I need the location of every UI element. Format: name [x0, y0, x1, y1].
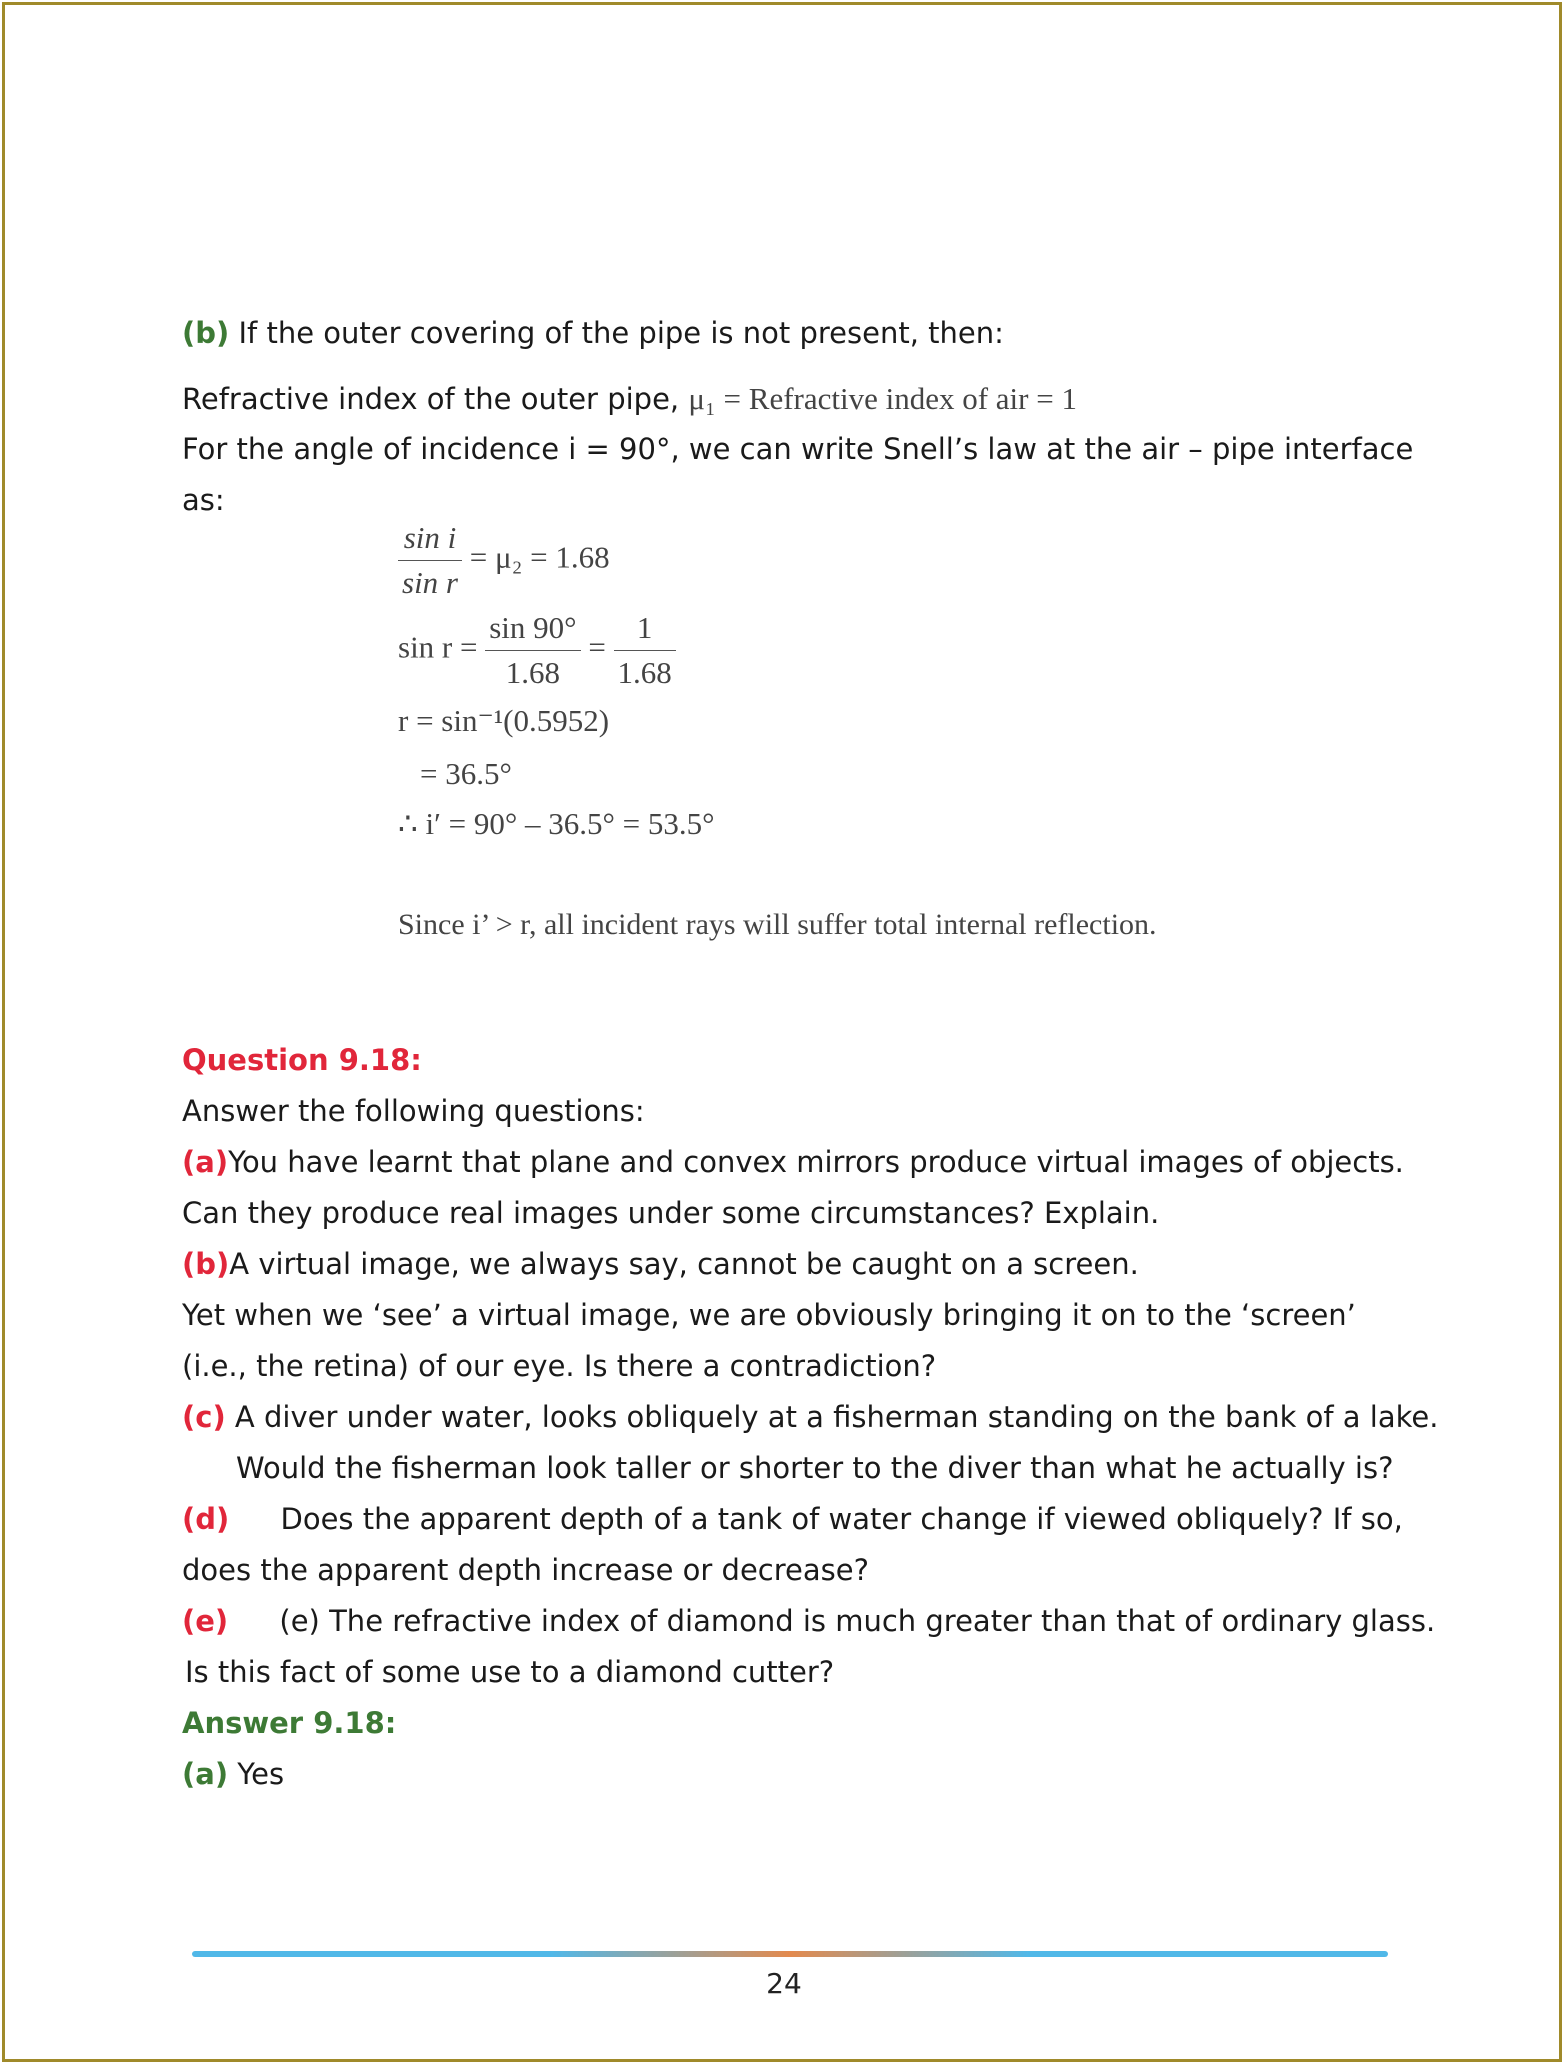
equation-4: = 36.5°: [420, 756, 512, 791]
question-b-text-1: A virtual image, we always say, cannot be caught on a screen.: [229, 1247, 1139, 1281]
question-e-line-1: [182, 1604, 1435, 1638]
equation-2-numerator-1: sin 90°: [485, 610, 580, 651]
answer-a-line: [182, 1757, 284, 1791]
question-a-line-1: [182, 1145, 1404, 1179]
section-b-label: (b): [182, 316, 230, 350]
question-b-label: (b): [182, 1247, 230, 1281]
equation-1: [398, 520, 610, 601]
answer-a-text: Yes: [237, 1757, 285, 1791]
question-e-label: (e): [182, 1604, 229, 1638]
equation-1-rhs: = μ₂ = 1.68: [469, 539, 610, 575]
equation-2-fraction-2: [614, 610, 676, 691]
equation-2-lhs: sin r =: [398, 629, 478, 665]
question-a-line-2: Can they produce real images under some circumstances? Explain.: [182, 1196, 1160, 1230]
snell-line-2: as:: [182, 483, 225, 517]
question-intro: Answer the following questions:: [182, 1094, 645, 1128]
refractive-index-line: [182, 381, 1077, 417]
question-c-line-1: [182, 1400, 1438, 1434]
question-d-line-1: [182, 1502, 1403, 1536]
answer-a-label: (a): [182, 1757, 229, 1791]
question-c-line-2: Would the fisherman look taller or shorter to the diver than what he actually is?: [236, 1451, 1394, 1485]
equation-2-denominator-2: 1.68: [617, 655, 672, 690]
refractive-equation: μ₁ = Refractive index of air = 1: [688, 381, 1077, 416]
section-b-intro: [182, 316, 1004, 350]
equation-2-equals: =: [588, 629, 606, 665]
question-d-label: (d): [182, 1502, 230, 1536]
question-b-line-2: Yet when we ‘see’ a virtual image, we are obviously bringing it on to the ‘screen’: [182, 1298, 1356, 1332]
footer-divider: [192, 1951, 1388, 1957]
question-c-text-1: A diver under water, looks obliquely at a fisherman standing on the bank of a lake.: [234, 1400, 1439, 1434]
page-border: [2, 2, 1562, 2062]
question-d-line-2: does the apparent depth increase or decrease?: [182, 1553, 869, 1587]
equation-1-fraction: [398, 520, 462, 601]
question-a-label: (a): [182, 1145, 229, 1179]
equation-2: [398, 610, 676, 691]
question-heading: Question 9.18:: [182, 1043, 422, 1077]
question-a-text-1: You have learnt that plane and convex mirrors produce virtual images of objects.: [228, 1145, 1404, 1179]
equation-3: r = sin⁻¹(0.5952): [398, 703, 610, 738]
page-number: 24: [766, 1967, 802, 2000]
equation-5: ∴ i′ = 90° – 36.5° = 53.5°: [398, 806, 715, 841]
question-e-line-2: Is this fact of some use to a diamond cutter?: [185, 1655, 835, 1689]
refractive-prefix: Refractive index of the outer pipe,: [182, 382, 680, 416]
question-c-label: (c): [182, 1400, 226, 1434]
equation-2-denominator-1: 1.68: [505, 655, 561, 690]
equation-2-numerator-2: 1: [614, 610, 676, 651]
question-e-text-1: (e) The refractive index of diamond is much greater than that of ordinary glass.: [279, 1604, 1436, 1638]
answer-heading: Answer 9.18:: [182, 1706, 397, 1740]
conclusion-text: Since i’ > r, all incident rays will suffer total internal reflection.: [398, 908, 1157, 941]
section-b-intro-text: If the outer covering of the pipe is not present, then:: [238, 316, 1004, 350]
question-b-line-1: [182, 1247, 1139, 1281]
question-b-line-3: (i.e., the retina) of our eye. Is there a contradiction?: [182, 1349, 937, 1383]
snell-line-1: For the angle of incidence i = 90°, we can write Snell’s law at the air – pipe interface: [182, 432, 1414, 466]
equation-2-fraction-1: [485, 610, 580, 691]
question-d-text-1: Does the apparent depth of a tank of water change if viewed obliquely? If so,: [280, 1502, 1403, 1536]
equation-1-denominator: sin r: [402, 565, 458, 600]
equation-1-numerator: sin i: [398, 520, 462, 561]
